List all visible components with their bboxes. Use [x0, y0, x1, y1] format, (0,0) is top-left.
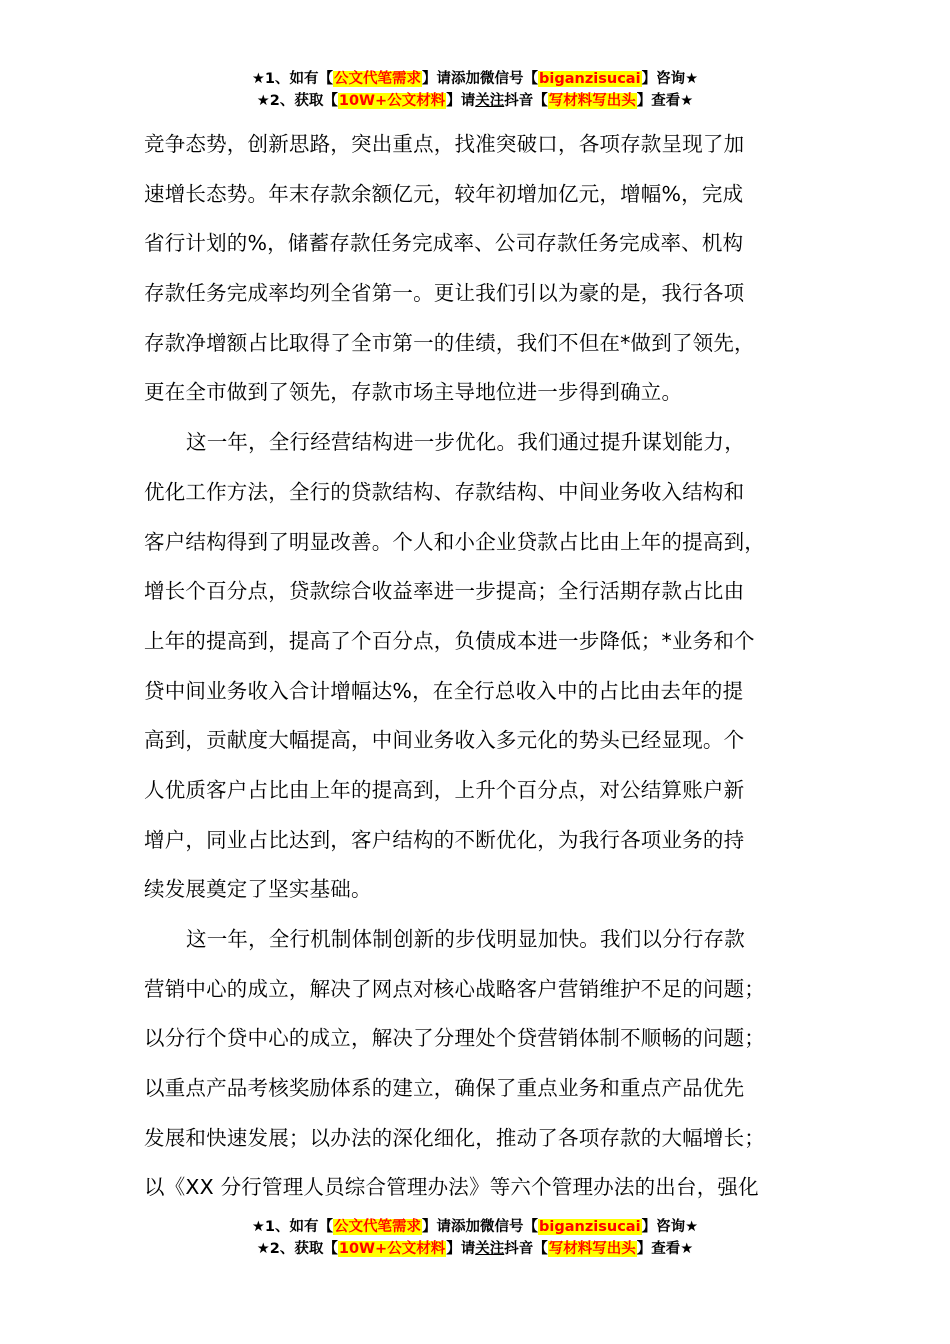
- banner-text: 】请添加微信号【: [422, 71, 539, 87]
- text-line: 存款净增额占比取得了全市第一的佳绩，我们不但在*做到了领先，: [144, 330, 755, 355]
- highlight-wechat-id: biganzisucai: [539, 71, 641, 87]
- banner-text: ★1、如有【: [251, 1219, 334, 1235]
- banner-text: 】查看★: [636, 1241, 694, 1257]
- text-line: 以《XX 分行管理人员综合管理办法》等六个管理办法的出台，强化: [144, 1175, 759, 1200]
- text-line: 营销中心的成立，解决了网点对核心战略客户营销维护不足的问题；: [144, 976, 765, 1001]
- banner-text: 】请添加微信号【: [422, 1219, 539, 1235]
- text-line: 增长个百分点，贷款综合收益率进一步提高；全行活期存款占比由: [144, 579, 745, 604]
- document-body: [144, 129, 834, 1222]
- banner-text: 】咨询★: [641, 71, 699, 87]
- text-line: 以分行个贷中心的成立，解决了分理处个贷营销体制不顺畅的问题；: [144, 1026, 765, 1051]
- highlight-wechat-id: biganzisucai: [539, 1219, 641, 1235]
- banner-text: ★1、如有【: [251, 71, 334, 87]
- highlight-materials: 10W+公文材料: [338, 1241, 446, 1257]
- highlight-douyin-account: 写材料写出头: [548, 93, 636, 109]
- banner-underlined: 关注: [475, 93, 505, 109]
- text-line: 增户，同业占比达到，客户结构的不断优化，为我行各项业务的持: [144, 827, 745, 852]
- text-line: 人优质客户占比由上年的提高到，上升个百分点，对公结算账户新: [144, 777, 745, 802]
- banner-underlined: 关注: [475, 1241, 505, 1257]
- text-line: 客户结构得到了明显改善。个人和小企业贷款占比由上年的提高到，: [144, 529, 765, 554]
- highlight-ghostwriting: 公文代笔需求: [334, 1219, 422, 1235]
- text-line: 贷中间业务收入合计增幅达%，在全行总收入中的占比由去年的提: [144, 678, 744, 703]
- banner-text: 抖音【: [504, 1241, 548, 1257]
- paragraph-start-line: 这一年，全行机制体制创新的步伐明显加快。我们以分行存款: [186, 927, 745, 951]
- banner-text: 】请: [446, 93, 476, 109]
- footer-banner: [0, 1216, 950, 1260]
- banner-text: 】查看★: [636, 93, 694, 109]
- paragraph-start-line: 这一年，全行经营结构进一步优化。我们通过提升谋划能力，: [186, 430, 745, 455]
- text-line: 上年的提高到，提高了个百分点，负债成本进一步降低；*业务和个: [144, 628, 755, 653]
- highlight-douyin-account: 写材料写出头: [548, 1241, 636, 1257]
- text-line: 存款任务完成率均列全省第一。更让我们引以为豪的是，我行各项: [144, 281, 745, 306]
- banner-text: 抖音【: [504, 93, 548, 109]
- text-line: 优化工作方法，全行的贷款结构、存款结构、中间业务收入结构和: [144, 479, 745, 504]
- banner-text: ★2、获取【: [256, 93, 338, 109]
- banner-text: 】请: [446, 1241, 476, 1257]
- banner-text: 】咨询★: [641, 1219, 699, 1235]
- text-line: 省行计划的%，储蓄存款任务完成率、公司存款任务完成率、机构: [144, 231, 744, 256]
- text-line: 更在全市做到了领先，存款市场主导地位进一步得到确立。: [144, 380, 683, 405]
- banner-line-1: [0, 1216, 950, 1238]
- text-line: 速增长态势。年末存款余额亿元，较年初增加亿元，增幅%，完成: [144, 181, 744, 206]
- text-line: 续发展奠定了坚实基础。: [144, 877, 372, 902]
- banner-line-2: [0, 1238, 950, 1260]
- text-line: 以重点产品考核奖励体系的建立，确保了重点业务和重点产品优先: [144, 1076, 745, 1101]
- text-line: 高到，贡献度大幅提高，中间业务收入多元化的势头已经显现。个: [144, 728, 745, 753]
- highlight-materials: 10W+公文材料: [338, 93, 446, 109]
- text-line: 竞争态势，创新思路，突出重点，找准突破口，各项存款呈现了加: [144, 132, 745, 156]
- banner-text: ★2、获取【: [256, 1241, 338, 1257]
- header-banner: [0, 68, 950, 112]
- highlight-ghostwriting: 公文代笔需求: [334, 71, 422, 87]
- banner-line-2: [0, 90, 950, 112]
- banner-line-1: [0, 68, 950, 90]
- text-line: 发展和快速发展；以办法的深化细化，推动了各项存款的大幅增长；: [144, 1125, 765, 1150]
